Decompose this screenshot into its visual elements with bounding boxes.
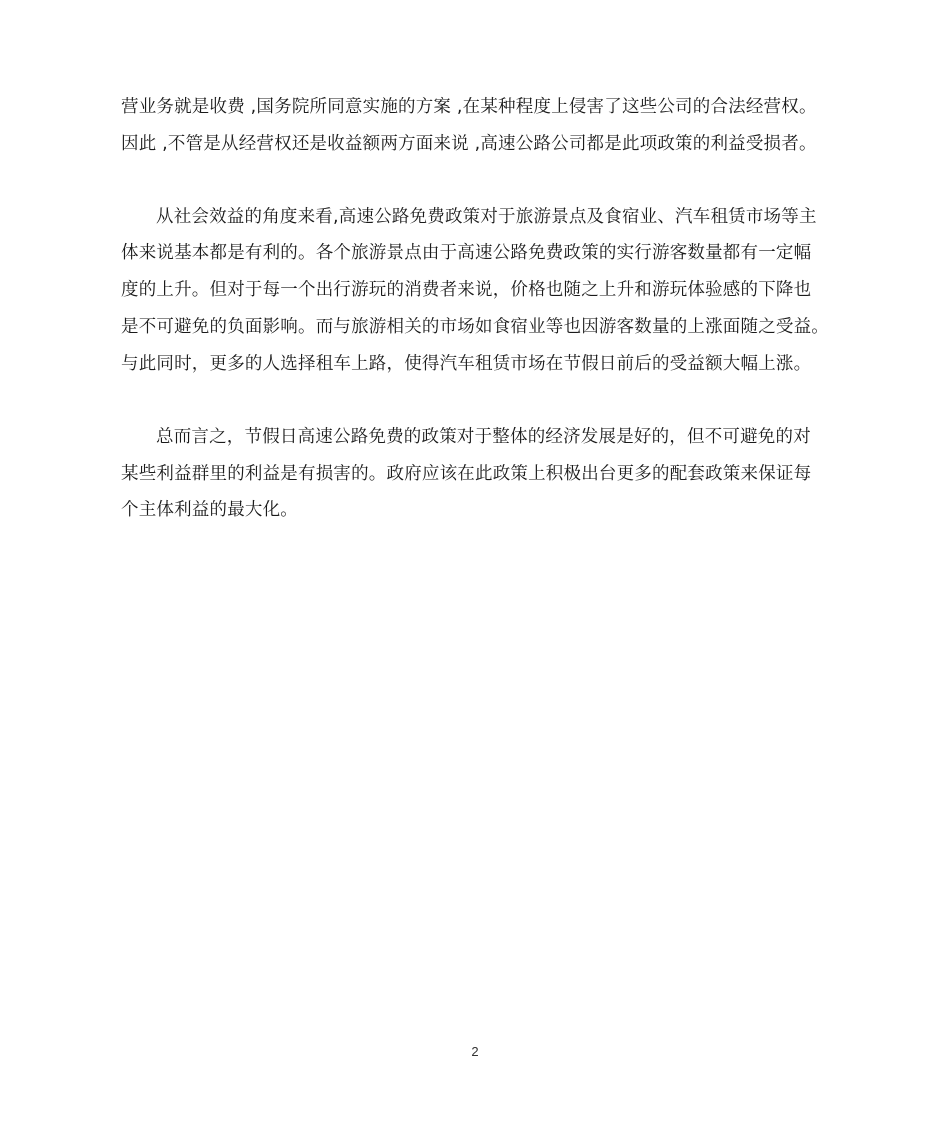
paragraph-3-line-1: 总而言之，节假日高速公路免费的政策对于整体的经济发展是好的，但不可避免的对 xyxy=(156,427,811,447)
paragraph-2-line-5: 与此同时，更多的人选择租车上路，使得汽车租赁市场在节假日前后的受益额大幅上涨。 xyxy=(121,354,812,374)
paragraph-2-line-2: 体来说基本都是有利的。各个旅游景点由于高速公路免费政策的实行游客数量都有一定幅 xyxy=(121,243,812,263)
page-number: 2 xyxy=(471,1044,479,1059)
paragraph-3-line-3: 个主体利益的最大化。 xyxy=(121,500,298,520)
paragraph-2-line-3: 度的上升。但对于每一个出行游玩的消费者来说，价格也随之上升和游玩体验感的下降也 xyxy=(121,280,812,300)
paragraph-1-line-1: 营业务就是收费 ,国务院所同意实施的方案 ,在某种程度上侵害了这些公司的合法经营权。 xyxy=(121,97,817,117)
paragraph-2-line-1: 从社会效益的角度来看,高速公路免费政策对于旅游景点及食宿业、汽车租赁市场等主 xyxy=(156,207,817,227)
paragraph-2-line-4: 是不可避免的负面影响。而与旅游相关的市场如食宿业等也因游客数量的上涨面随之受益。 xyxy=(121,317,829,337)
paragraph-1-line-2: 因此 ,不管是从经营权还是收益额两方面来说 ,高速公路公司都是此项政策的利益受损者。 xyxy=(121,134,817,154)
paragraph-3-line-2: 某些利益群里的利益是有损害的。政府应该在此政策上积极出台更多的配套政策来保证每 xyxy=(121,464,812,484)
